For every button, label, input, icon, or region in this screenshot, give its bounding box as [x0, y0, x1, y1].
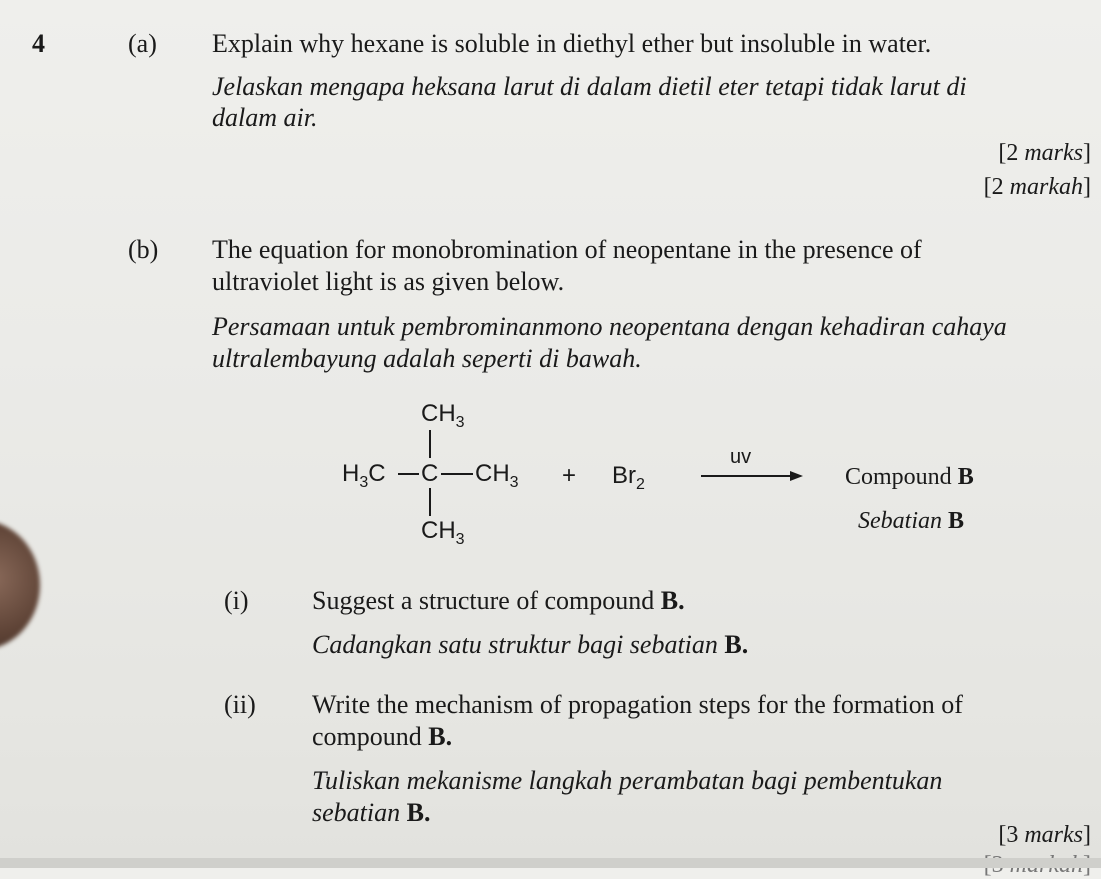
- reaction-arrow-head: [790, 471, 803, 481]
- part-a-text-ms-2: dalam air.: [212, 103, 318, 132]
- left-methyl-group: $H_3C$: [342, 460, 386, 491]
- product-ms: Sebatian B: [858, 508, 965, 534]
- part-b-text-en-1: The equation for monobromination of neopentane in the presence of: [212, 235, 922, 264]
- part-b-ii-text-ms-2: sebatian B.: [312, 798, 431, 827]
- uv-condition: uv: [730, 446, 752, 468]
- part-b-ii-text-ms-1: Tuliskan mekanisme langkah perambatan bagi pembentukan: [312, 766, 943, 795]
- part-a-label: (a): [128, 29, 157, 58]
- part-b-i-text-ms: Cadangkan satu struktur bagi sebatian B.: [312, 630, 749, 659]
- part-b-ii-text-en-1: Write the mechanism of propagation steps for the formation of: [312, 690, 963, 719]
- right-methyl-group: $CH_3$: [475, 460, 519, 491]
- part-b-i-text-en: Suggest a structure of compound B.: [312, 586, 685, 615]
- bottom-methyl-group: $CH_3$: [421, 517, 465, 548]
- part-b-text-ms-2: ultralembayung adalah seperti di bawah.: [212, 344, 642, 373]
- part-b-ii-marks-en: [3 marks]: [998, 822, 1091, 848]
- question-number: 4: [32, 29, 45, 58]
- bromine-reagent: $Br_2$: [612, 462, 645, 493]
- central-carbon: C: [421, 460, 439, 487]
- part-a-text-ms-1: Jelaskan mengapa heksana larut di dalam dietil eter tetapi tidak larut di: [212, 72, 967, 101]
- part-a-marks-en: [2 marks]: [998, 140, 1091, 166]
- top-methyl-group: $CH_3$: [421, 400, 465, 431]
- page-bottom-edge: [0, 858, 1101, 868]
- plus-sign: +: [562, 462, 577, 489]
- part-b-text-ms-1: Persamaan untuk pembrominanmono neopentana dengan kehadiran cahaya: [212, 312, 1007, 341]
- part-a-text-en: Explain why hexane is soluble in diethyl ether but insoluble in water.: [212, 29, 932, 58]
- part-b-ii-label: (ii): [224, 690, 256, 719]
- product-en: Compound B: [845, 464, 974, 490]
- part-b-label: (b): [128, 235, 159, 264]
- part-b-ii-text-en-2: compound B.: [312, 722, 453, 751]
- part-b-text-en-2: ultraviolet light is as given below.: [212, 267, 565, 296]
- part-b-i-label: (i): [224, 586, 249, 615]
- part-a-marks-ms: [2 markah]: [983, 174, 1091, 200]
